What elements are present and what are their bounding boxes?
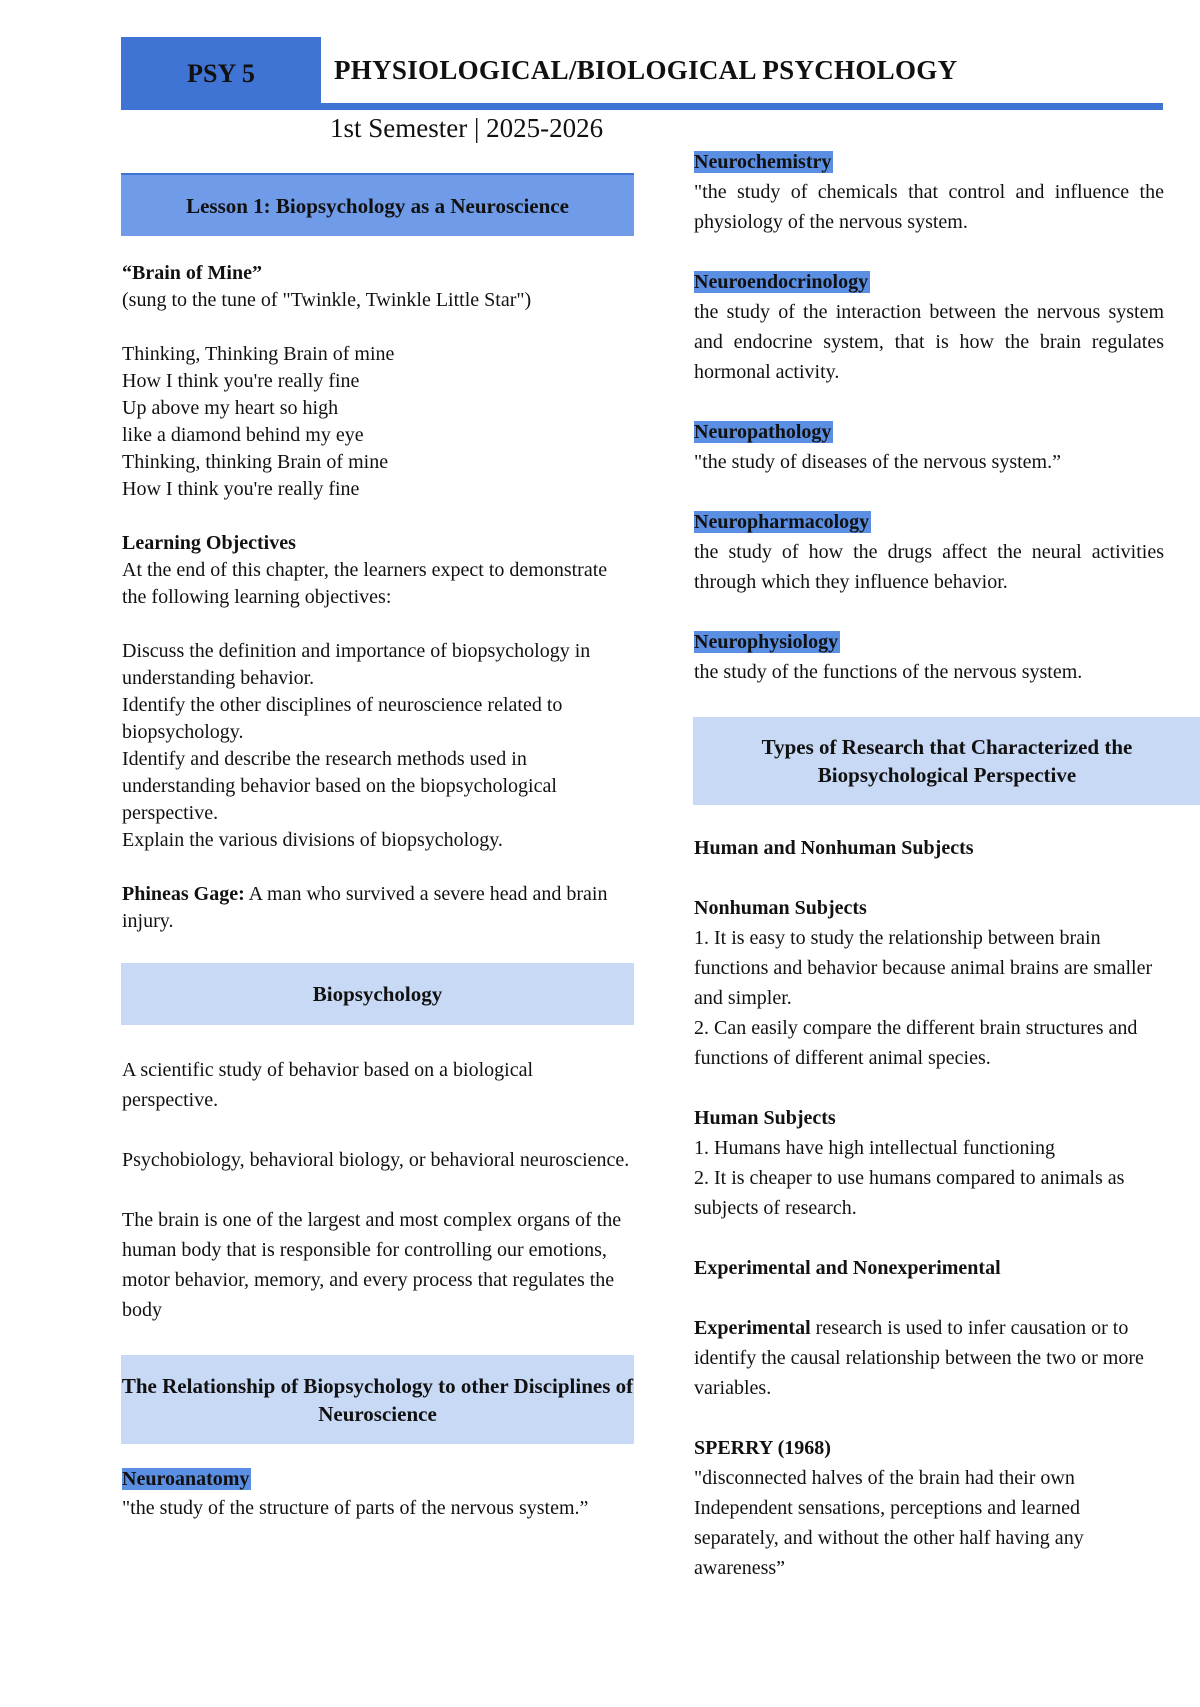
neuroanatomy-term-line bbox=[122, 1466, 634, 1493]
objective-item: Explain the various divisions of biopsychology. bbox=[122, 829, 503, 851]
objectives-intro: At the end of this chapter, the learners expect to demonstrate the following learning objectives: bbox=[122, 559, 608, 608]
biopsychology-body bbox=[122, 1055, 634, 1325]
term-line bbox=[694, 507, 1164, 537]
neuroendocrinology-term: Neuroendocrinology bbox=[694, 271, 869, 293]
experimental-term: Experimental bbox=[694, 1317, 811, 1339]
biopsychology-paragraph: Psychobiology, behavioral biology, or behavioral neuroscience. bbox=[122, 1149, 630, 1171]
song-lyrics bbox=[122, 341, 634, 503]
human-point: 2. It is cheaper to use humans compared to animals as subjects of research. bbox=[694, 1167, 1125, 1219]
neurochemistry-term: Neurochemistry bbox=[694, 151, 832, 173]
song-note: (sung to the tune of "Twinkle, Twinkle Little Star") bbox=[122, 289, 532, 311]
subjects-heading: Human and Nonhuman Subjects bbox=[694, 837, 974, 859]
course-title: PHYSIOLOGICAL/BIOLOGICAL PSYCHOLOGY bbox=[334, 55, 958, 85]
term-line bbox=[694, 147, 1164, 177]
song-title: “Brain of Mine” bbox=[122, 262, 262, 284]
objective-item: Discuss the definition and importance of biopsychology in understanding behavior. bbox=[122, 640, 591, 689]
neurophysiology-def: the study of the functions of the nervous system. bbox=[694, 661, 1083, 683]
neurophysiology-term: Neurophysiology bbox=[694, 631, 839, 653]
left-column bbox=[122, 173, 634, 1523]
neuropharmacology-def: the study of how the drugs affect the neural activities through which they influence behavior. bbox=[694, 541, 1164, 593]
objective-item: Identify and describe the research methods used in understanding behavior based on the biopsychological perspective. bbox=[122, 748, 557, 824]
neuropharmacology-term: Neuropharmacology bbox=[694, 511, 870, 533]
neuropathology-term: Neuropathology bbox=[694, 421, 832, 443]
experimental-text: research is used to infer causation or to identify the causal relationship between the two or more variables. bbox=[694, 1317, 1144, 1399]
song-line: like a diamond behind my eye bbox=[122, 424, 364, 446]
song-line: Up above my heart so high bbox=[122, 397, 339, 419]
term-line bbox=[694, 417, 1164, 447]
right-column bbox=[694, 147, 1164, 1583]
course-code-box: PSY 5 bbox=[121, 37, 321, 110]
nonhuman-point: 1. It is easy to study the relationship between brain functions and behavior because animal brains are smaller and simpler. bbox=[694, 927, 1153, 1009]
neuroanatomy-def: "the study of the structure of parts of the nervous system.” bbox=[122, 1497, 589, 1519]
lesson-heading: Lesson 1: Biopsychology as a Neuroscience bbox=[121, 173, 634, 236]
relationship-heading: The Relationship of Biopsychology to other Disciplines of Neuroscience bbox=[121, 1355, 634, 1444]
sperry-heading: SPERRY (1968) bbox=[694, 1437, 831, 1459]
objectives-heading: Learning Objectives bbox=[122, 532, 296, 554]
phineas-gage-name: Phineas Gage: bbox=[122, 883, 245, 905]
nonhuman-heading: Nonhuman Subjects bbox=[694, 897, 867, 919]
nonhuman-point: 2. Can easily compare the different brain structures and functions of different animal species. bbox=[694, 1017, 1138, 1069]
phineas-gage-text: A man who survived a severe head and brain injury. bbox=[122, 883, 608, 932]
human-heading: Human Subjects bbox=[694, 1107, 836, 1129]
research-types-heading: Types of Research that Characterized the Biopsychological Perspective bbox=[693, 717, 1200, 805]
term-line bbox=[694, 627, 1164, 657]
semester-label: 1st Semester | 2025-2026 bbox=[330, 113, 604, 143]
experimental-heading: Experimental and Nonexperimental bbox=[694, 1257, 1001, 1279]
neuropathology-def: "the study of diseases of the nervous system.” bbox=[694, 451, 1061, 473]
objectives-list bbox=[122, 638, 634, 854]
objective-item: Identify the other disciplines of neuroscience related to biopsychology. bbox=[122, 694, 563, 743]
human-point: 1. Humans have high intellectual functioning bbox=[694, 1137, 1056, 1159]
term-line bbox=[694, 267, 1164, 297]
experimental-def bbox=[694, 1313, 1164, 1403]
neuroanatomy-term: Neuroanatomy bbox=[122, 1468, 250, 1490]
research-body bbox=[694, 833, 1164, 1583]
biopsychology-paragraph: The brain is one of the largest and most complex organs of the human body that is responsible for controlling our emotions, motor behavior, memory, and every process that regulates the body bbox=[122, 1209, 622, 1321]
song-line: Thinking, Thinking Brain of mine bbox=[122, 343, 395, 365]
song-line: Thinking, thinking Brain of mine bbox=[122, 451, 389, 473]
song-line: How I think you're really fine bbox=[122, 478, 360, 500]
neurochemistry-def: "the study of chemicals that control and influence the physiology of the nervous system. bbox=[694, 181, 1164, 233]
neuroendocrinology-def: the study of the interaction between the nervous system and endocrine system, that is how the brain regulates hormonal activity. bbox=[694, 301, 1164, 383]
neuroscience-terms bbox=[694, 147, 1164, 687]
header-rule bbox=[121, 103, 1163, 110]
sperry-quote: "disconnected halves of the brain had their own Independent sensations, perceptions and learned separately, and without the other half having any awareness” bbox=[694, 1467, 1084, 1579]
song-line: How I think you're really fine bbox=[122, 370, 360, 392]
biopsychology-heading: Biopsychology bbox=[121, 963, 634, 1025]
biopsychology-paragraph: A scientific study of behavior based on a biological perspective. bbox=[122, 1059, 534, 1111]
phineas-gage-note bbox=[122, 881, 634, 935]
